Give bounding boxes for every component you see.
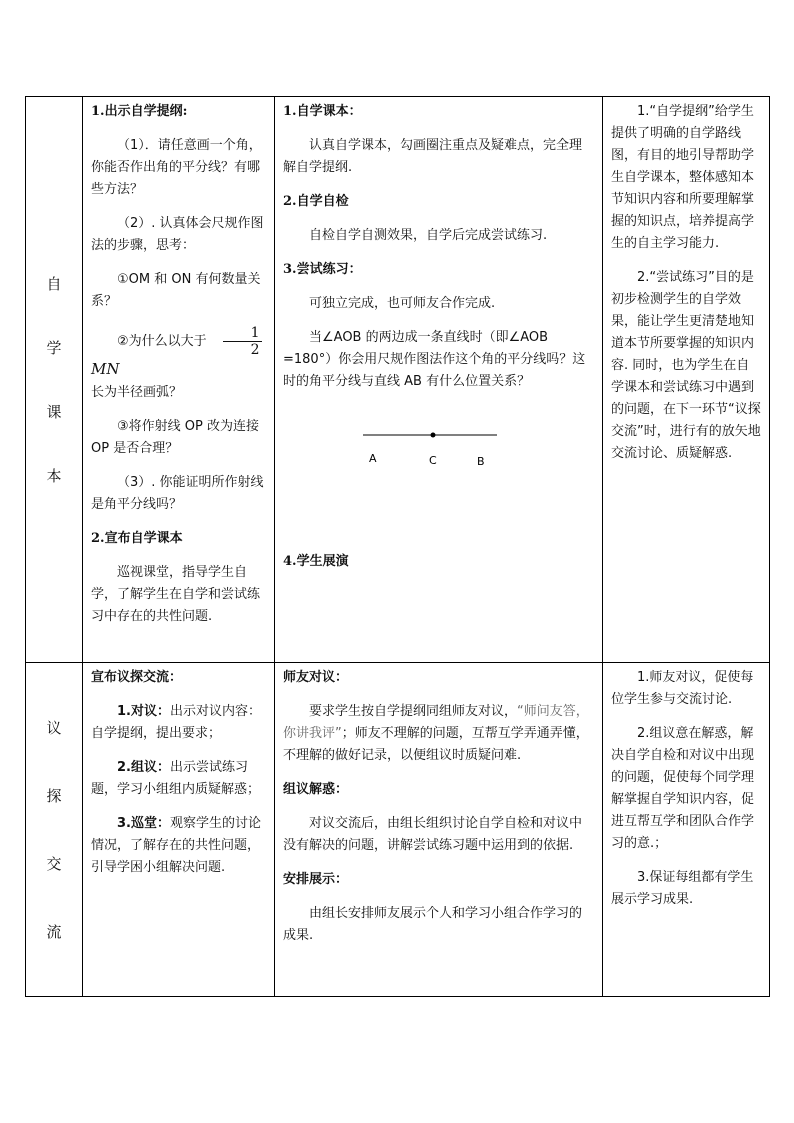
- paragraph: [283, 701, 594, 767]
- label-char: 自: [46, 274, 62, 293]
- row-label-self-study: [26, 97, 83, 663]
- label-char: 探: [46, 786, 62, 805]
- paragraph: 巡视课堂，指导学生自学，了解学生在自学和尝试练习中存在的共性问题.: [91, 565, 261, 624]
- section-heading: 师友对议：: [283, 670, 349, 685]
- item-3-title: 3.巡堂：: [117, 816, 170, 831]
- paragraph-part: ；师友不理解的问题，互帮互学弄通弄懂，不理解的做好记录，以便组议时质疑问难.: [283, 726, 589, 763]
- fraction-numerator: 1: [223, 325, 262, 342]
- row-label-discussion: [26, 663, 83, 997]
- question-2b-pre: ②为什么以大于: [117, 334, 207, 349]
- section-heading: 4.学生展演: [283, 554, 349, 569]
- question-2: （2）. 认真体会尺规作图法的步骤，思考：: [91, 216, 264, 253]
- label-char: 本: [46, 466, 62, 485]
- quote: “师问友答，你讲我评”: [283, 704, 589, 741]
- paragraph: 可独立完成，也可师友合作完成.: [309, 296, 496, 311]
- line-diagram: [283, 393, 594, 533]
- label-b: B: [477, 455, 485, 468]
- label-char: 课: [46, 402, 62, 421]
- teacher-activity-cell: [83, 663, 275, 997]
- paragraph-part: 要求学生按自学提纲同组师友对议，: [309, 704, 518, 719]
- section-heading: 3.尝试练习：: [283, 262, 362, 277]
- fraction: [223, 325, 262, 358]
- row-discussion: [26, 663, 770, 997]
- paragraph: 3.保证每组都有学生展示学习成果.: [611, 870, 754, 907]
- paragraph: 2.“尝试练习”目的是初步检测学生的自学效果，能让学生更清楚地知道本节所要掌握的知识内容. 同时，也为学生在自学课本和尝试练习中遇到的问题，在下一环节“议探交流”时，进行有的放矢地交流讨论、质疑解惑.: [611, 270, 761, 461]
- item-1-text: 出示对议内容：自学提纲，提出要求；: [91, 704, 261, 741]
- label-a: A: [369, 452, 377, 465]
- section-heading: 安排展示：: [283, 872, 349, 887]
- section-heading: 2.宣布自学课本: [91, 531, 183, 546]
- point-c: [431, 433, 436, 438]
- item-1: [91, 701, 266, 745]
- question-2b-post: 长为半径画弧？: [91, 385, 183, 400]
- question-2c: ③将作射线 OP 改为连接 OP 是否合理？: [91, 419, 259, 456]
- line-diagram-svg: [283, 393, 593, 533]
- section-heading: 组议解惑：: [283, 782, 349, 797]
- section-heading: 1.出示自学提纲:: [91, 104, 188, 119]
- paragraph: 1.“自学提纲”给学生提供了明确的自学路线图，有目的地引导帮助学生自学课本，整体感知本节知识内容和所要理解掌握的知识点，培养提高学生的自主学习能力.: [611, 104, 755, 251]
- item-2-title: 2.组议：: [117, 760, 170, 775]
- student-activity-cell: [275, 97, 603, 663]
- question-2b: [91, 325, 266, 382]
- label-char: 流: [46, 922, 62, 941]
- row-self-study: [26, 97, 770, 663]
- paragraph: 对议交流后，由组长组织讨论自学自检和对议中没有解决的问题，讲解尝试练习题中运用到的依据.: [283, 816, 583, 853]
- fraction-denominator: 2: [250, 342, 260, 358]
- paragraph: 2.组议意在解惑，解决自学自检和对议中出现的问题，促使每个同学理解掌握自学知识内容，促进互帮互学和团队合作学习的意.；: [611, 726, 755, 851]
- label-char: 学: [46, 338, 62, 357]
- question-3: （3）. 你能证明所作射线是角平分线吗？: [91, 475, 264, 512]
- paragraph: 由组长安排师友展示个人和学习小组合作学习的成果.: [283, 906, 583, 943]
- label-char: 议: [46, 718, 62, 737]
- design-intent-cell: [603, 97, 770, 663]
- item-3-text: 观察学生的讨论情况，了解存在的共性问题，引导学困小组解决问题.: [91, 816, 261, 875]
- label-c: C: [429, 454, 437, 467]
- fraction-variable: MN: [91, 360, 120, 378]
- label-char: 交: [46, 854, 62, 873]
- student-activity-cell: [275, 663, 603, 997]
- section-heading: 1.自学课本：: [283, 104, 362, 119]
- design-intent-cell: [603, 663, 770, 997]
- paragraph: 自检自学自测效果，自学后完成尝试练习.: [309, 228, 548, 243]
- item-3: [91, 813, 266, 879]
- teacher-activity-cell: [83, 97, 275, 663]
- question-1: （1）．请任意画一个角，你能否作出角的平分线？有哪些方法？: [91, 138, 262, 197]
- item-1-title: 1.对议：: [117, 704, 170, 719]
- question-2a: ①OM 和 ON 有何数量关系？: [91, 272, 261, 309]
- paragraph: 当∠AOB 的两边成一条直线时（即∠AOB =180°）你会用尺规作图法作这个角的平分线吗？这时的角平分线与直线 AB 有什么位置关系？: [283, 330, 586, 389]
- item-2: [91, 757, 266, 801]
- lesson-plan-table: [25, 96, 770, 997]
- section-heading: 2.自学自检: [283, 194, 349, 209]
- paragraph: 1.师友对议，促使每位学生参与交流讨论.: [611, 670, 754, 707]
- section-heading: 宣布议探交流：: [91, 670, 183, 685]
- paragraph: 认真自学课本，勾画圈注重点及疑难点，完全理解自学提纲.: [283, 138, 583, 175]
- item-2-text: 出示尝试练习题，学习小组组内质疑解惑；: [91, 760, 261, 797]
